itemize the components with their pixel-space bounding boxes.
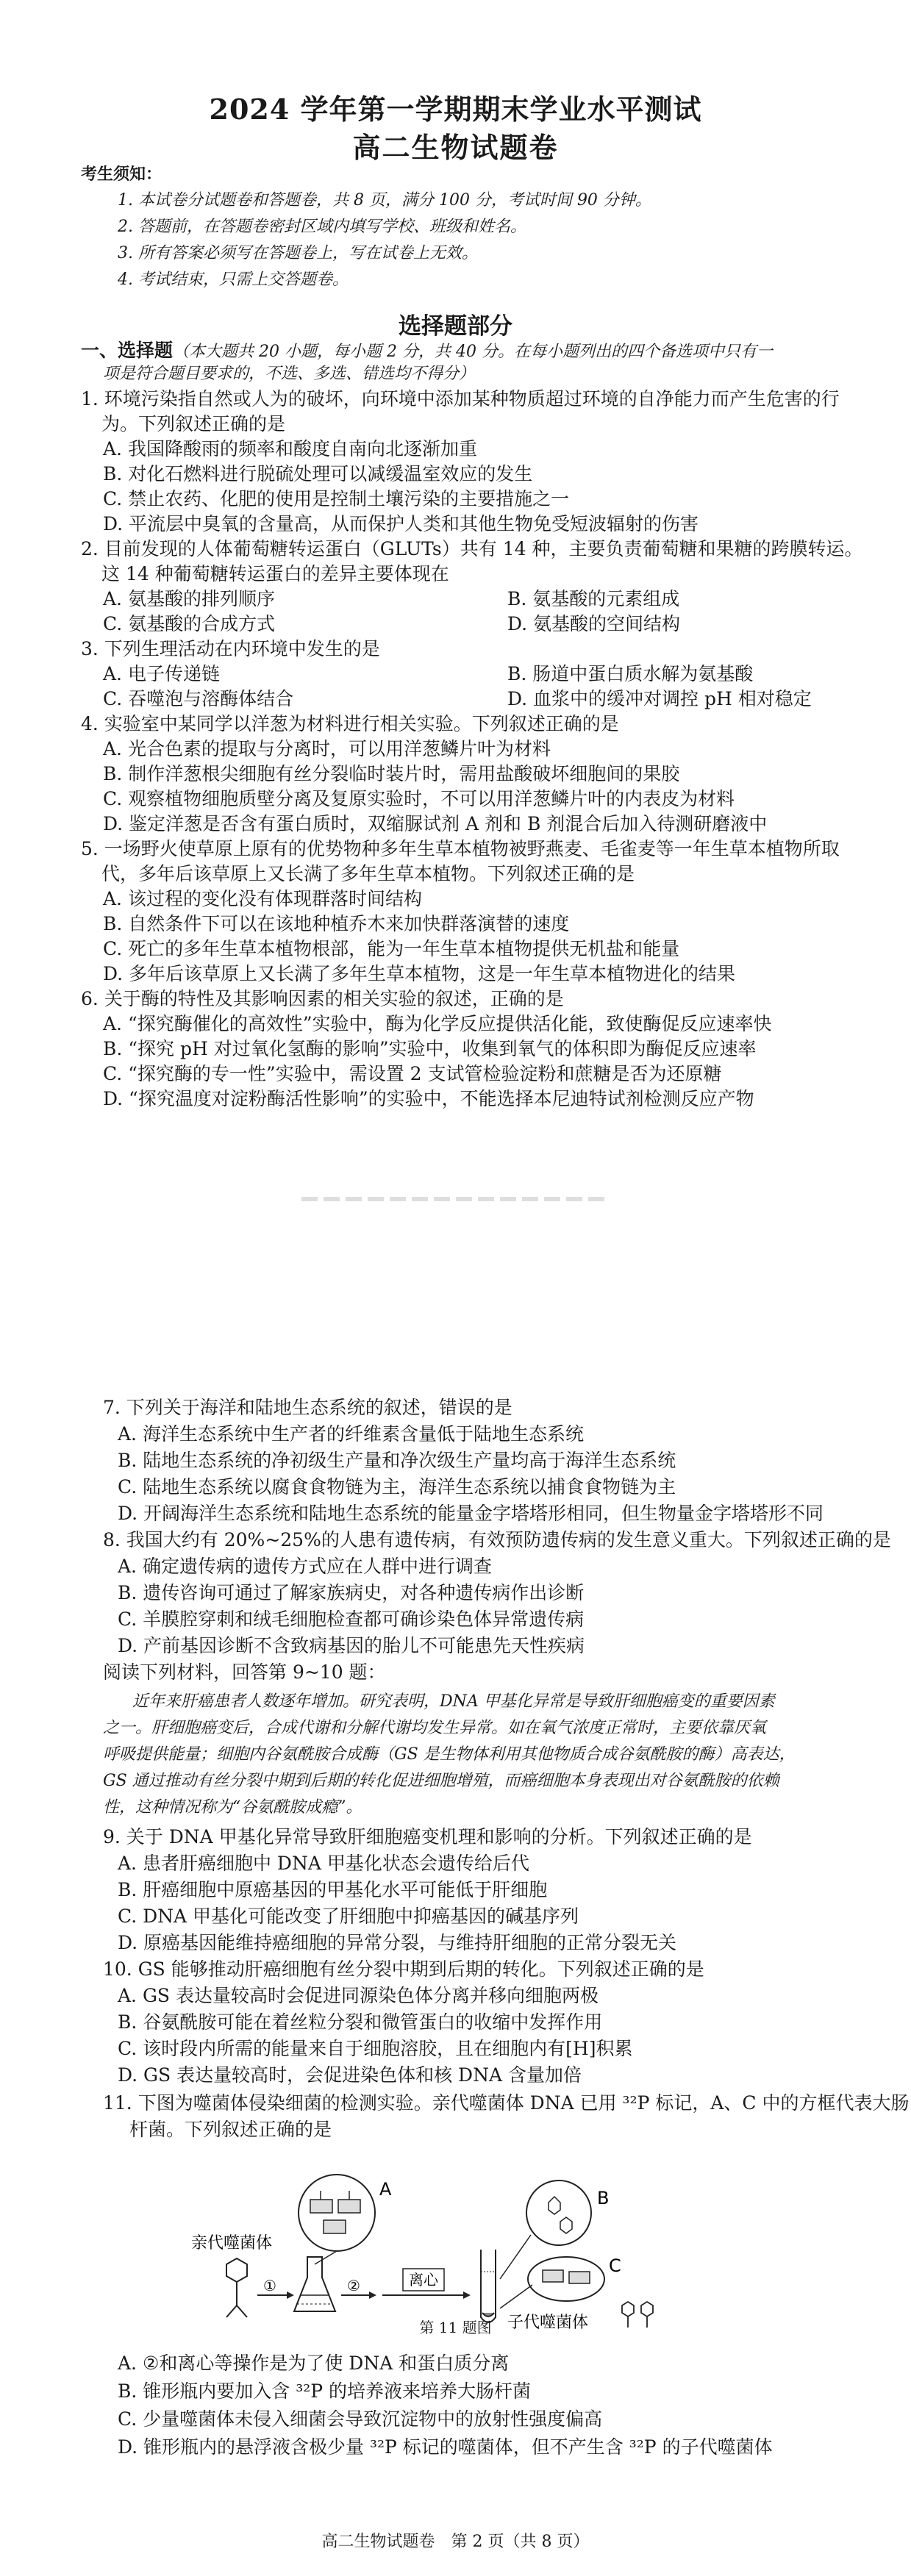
- label-c: C: [609, 2255, 621, 2276]
- option-a: A. 我国降酸雨的频率和酸度自南向北逐渐加重: [103, 438, 477, 459]
- question-stem: 4. 实验室中某同学以洋葱为材料进行相关实验。下列叙述正确的是: [81, 713, 619, 734]
- figure-caption: 第 11 题图: [419, 2319, 492, 2336]
- option-b: B. 肠道中蛋白质水解为氨基酸: [507, 663, 754, 684]
- precipitate-circle-c: [528, 2257, 604, 2301]
- option-d: D. “探究温度对淀粉酶活性影响”的实验中，不能选择本尼迪特试剂检测反应产物: [103, 1088, 754, 1109]
- option-c: C. 氨基酸的合成方式: [103, 613, 276, 634]
- label-b: B: [597, 2188, 610, 2208]
- notice-item: 2. 答题前，在答题卷密封区域内填写学校、班级和姓名。: [118, 218, 526, 236]
- option-c: C. 禁止农药、化肥的使用是控制土壤污染的主要措施之一: [103, 488, 570, 509]
- question-stem: 代，多年后该草原上又长满了多年生草本植物。下列叙述正确的是: [101, 863, 635, 884]
- question-stem: 为。下列叙述正确的是: [101, 413, 286, 434]
- reading-intro: 阅读下列材料，回答第 9~10 题：: [103, 1661, 386, 1683]
- option-a: A. 光合色素的提取与分离时，可以用洋葱鳞片叶为材料: [103, 738, 551, 759]
- supernatant-circle-b: [526, 2180, 591, 2245]
- question-stem: 11. 下图为噬菌体侵染细菌的检测实验。亲代噬菌体 DNA 已用 ³²P 标记，A、C 中的方框代表大肠: [103, 2092, 910, 2114]
- question-stem: 这 14 种葡萄糖转运蛋白的差异主要体现在: [101, 563, 449, 584]
- question-stem: 5. 一场野火使草原上原有的优势物种多年生草本植物被野燕麦、毛雀麦等一年生草本植物所取: [81, 838, 840, 859]
- question-stem: 7. 下列关于海洋和陆地生态系统的叙述，错误的是: [103, 1397, 512, 1418]
- option-c: C. 死亡的多年生草本植物根部，能为一年生草本植物提供无机盐和能量: [103, 938, 680, 959]
- arrow-centrifuge-head: [463, 2291, 471, 2299]
- reading-paragraph: 近年来肝癌患者人数逐年增加。研究表明，DNA 甲基化异常是导致肝细胞癌变的重要因素: [132, 1692, 775, 1711]
- option-b: B. 氨基酸的元素组成: [507, 588, 680, 609]
- reading-paragraph: 之一。肝细胞癌变后，合成代谢和分解代谢均发生异常。如在氧气浓度正常时，主要依靠厌氧: [103, 1719, 767, 1737]
- test-tube-icon: [481, 2250, 496, 2322]
- option-d: D. 开阔海洋生态系统和陆地生态系统的能量金字塔塔形相同，但生物量金字塔塔形不同: [118, 1503, 824, 1524]
- option-d: D. 原癌基因能维持癌细胞的异常分裂，与维持肝细胞的正常分裂无关: [118, 1932, 677, 1953]
- option-c: C. 少量噬菌体未侵入细菌会导致沉淀物中的放射性强度偏高: [118, 2408, 603, 2430]
- question-stem: 9. 关于 DNA 甲基化异常导致肝细胞癌变机理和影响的分析。下列叙述正确的是: [103, 1826, 752, 1847]
- option-a: A. 电子传递链: [103, 663, 220, 684]
- option-b: B. 肝癌细胞中原癌基因的甲基化水平可能低于肝细胞: [118, 1879, 548, 1900]
- centrifuge-label: 离心: [409, 2271, 438, 2289]
- option-c: C. 羊膜腔穿刺和绒毛细胞检查都可确诊染色体异常遗传病: [118, 1609, 585, 1630]
- parent-phage-icon: [226, 2258, 247, 2317]
- option-d: D. 多年后该草原上又长满了多年生草本植物，这是一年生草本植物进化的结果: [103, 963, 736, 984]
- step-two-label: ②: [347, 2277, 360, 2294]
- option-b: B. 锥形瓶内要加入含 ³²P 的培养液来培养大肠杆菌: [118, 2380, 532, 2402]
- arrow-step-one-head: [287, 2291, 294, 2299]
- figure-label-parent-phage: 亲代噬菌体: [191, 2234, 273, 2253]
- section-intro-text: （本大题共 20 小题，每小题 2 分，共 40 分。在每小题列出的四个备选项中只有一: [173, 343, 773, 361]
- section-title: 选择题部分: [399, 313, 512, 340]
- figure-label-child-phage: 子代噬菌体: [507, 2314, 589, 2332]
- question-stem: 6. 关于酶的特性及其影响因素的相关实验的叙述，正确的是: [81, 988, 564, 1009]
- bacteria-circle-a: [299, 2175, 375, 2251]
- option-c: C. 观察植物细胞质壁分离及复原实验时，不可以用洋葱鳞片叶的内表皮为材料: [103, 788, 735, 809]
- option-a: A. ②和离心等操作是为了使 DNA 和蛋白质分离: [118, 2353, 510, 2374]
- option-c: C. 该时段内所需的能量来自于细胞溶胶，且在细胞内有[H]积累: [118, 2038, 633, 2059]
- option-d: D. 血浆中的缓冲对调控 pH 相对稳定: [507, 688, 812, 709]
- label-a: A: [379, 2179, 392, 2200]
- question-stem: 杆菌。下列叙述正确的是: [129, 2119, 332, 2140]
- cut-footer-trace: [301, 1197, 610, 1201]
- option-b: B. 自然条件下可以在该地种植乔木来加快群落演替的速度: [103, 913, 570, 934]
- question-stem: 1. 环境污染指自然或人为的破坏，向环境中添加某种物质超过环境的自净能力而产生危害的行: [81, 388, 840, 409]
- reading-paragraph: 呼吸提供能量；细胞内谷氨酰胺合成酶（GS 是生物体利用其他物质合成谷氨酰胺的酶）高表达，: [103, 1745, 796, 1764]
- notice-heading: 考生须知：: [81, 165, 162, 184]
- option-b: B. 制作洋葱根尖细胞有丝分裂临时装片时，需用盐酸破坏细胞间的果胶: [103, 763, 680, 784]
- option-b: B. “探究 pH 对过氧化氢酶的影响”实验中，收集到氧气的体积即为酶促反应速率: [103, 1038, 757, 1059]
- option-b: B. 谷氨酰胺可能在着丝粒分裂和微管蛋白的收缩中发挥作用: [118, 2011, 603, 2033]
- arrow-step-two-head: [369, 2291, 376, 2299]
- option-d: D. 产前基因诊断不含致病基因的胎儿不可能患先天性疾病: [118, 1635, 585, 1656]
- question-stem: 8. 我国大约有 20%~25%的人患有遗传病，有效预防遗传病的发生意义重大。下列叙述正确的是: [103, 1529, 891, 1550]
- option-d: D. 氨基酸的空间结构: [507, 613, 681, 634]
- option-c: C. DNA 甲基化可能改变了肝细胞中抑癌基因的碱基序列: [118, 1906, 579, 1927]
- option-d: D. 平流层中臭氧的含量高，从而保护人类和其他生物免受短波辐射的伤害: [103, 513, 699, 534]
- conical-flask-icon: [294, 2257, 335, 2311]
- question-stem: 3. 下列生理活动在内环境中发生的是: [81, 638, 380, 659]
- notice-item: 1. 本试卷分试题卷和答题卷，共 8 页，满分 100 分，考试时间 90 分钟。: [118, 191, 651, 210]
- connector-c: [500, 2285, 532, 2308]
- option-b: B. 陆地生态系统的净初级生产量和净次级生产量均高于海洋生态系统: [118, 1450, 676, 1471]
- option-b: B. 对化石燃料进行脱硫处理可以减缓温室效应的发生: [103, 463, 533, 484]
- question-stem: 10. GS 能够推动肝癌细胞有丝分裂中期到后期的转化。下列叙述正确的是: [103, 1958, 704, 1980]
- notice-item: 3. 所有答案必须写在答题卷上，写在试卷上无效。: [118, 244, 478, 262]
- option-d: D. GS 表达量较高时，会促进染色体和核 DNA 含量加倍: [118, 2064, 582, 2086]
- page-footer: 高二生物试题卷 第 2 页（共 8 页）: [321, 2533, 590, 2551]
- connector-b: [500, 2235, 531, 2279]
- exam-title: 2024 学年第一学期期末学业水平测试: [209, 93, 702, 126]
- step-one-label: ①: [263, 2277, 276, 2294]
- option-a: A. 确定遗传病的遗传方式应在人群中进行调查: [118, 1556, 492, 1577]
- option-c: C. 陆地生态系统以腐食食物链为主，海洋生态系统以捕食食物链为主: [118, 1476, 676, 1498]
- section-intro-line2: 项是符合题目要求的，不选、多选、错选均不得分）: [103, 365, 476, 383]
- option-a: A. 患者肝癌细胞中 DNA 甲基化状态会遗传给后代: [118, 1853, 529, 1874]
- reading-paragraph: GS 通过推动有丝分裂中期到后期的转化促进细胞增殖，而癌细胞本身表现出对谷氨酰胺的依赖: [103, 1772, 779, 1790]
- section-intro-bold: 一、选择题: [81, 340, 174, 361]
- option-a: A. 海洋生态系统中生产者的纤维素含量低于陆地生态系统: [118, 1423, 584, 1445]
- section-intro: [81, 340, 773, 363]
- reading-paragraph: 性，这种情况称为“谷氨酰胺成瘾”。: [103, 1798, 362, 1817]
- option-a: A. 该过程的变化没有体现群落时间结构: [103, 888, 422, 909]
- option-d: D. 锥形瓶内的悬浮液含极少量 ³²P 标记的噬菌体，但不产生含 ³²P 的子代噬菌体: [118, 2436, 773, 2458]
- option-c: C. “探究酶的专一性”实验中，需设置 2 支试管检验淀粉和蔗糖是否为还原糖: [103, 1063, 722, 1084]
- page-gap: [0, 1220, 911, 1375]
- option-a: A. 氨基酸的排列顺序: [103, 588, 275, 609]
- page-one: [0, 0, 911, 1220]
- question-stem: 2. 目前发现的人体葡萄糖转运蛋白（GLUTs）共有 14 种，主要负责葡萄糖和果糖的跨膜转运。: [81, 538, 863, 559]
- option-d: D. 鉴定洋葱是否含有蛋白质时，双缩脲试剂 A 剂和 B 剂混合后加入待测研磨液中: [103, 813, 768, 834]
- option-c: C. 吞噬泡与溶酶体结合: [103, 688, 294, 709]
- notice-item: 4. 考试结束，只需上交答题卷。: [118, 271, 349, 289]
- option-a: A. GS 表达量较高时会促进同源染色体分离并移向细胞两极: [118, 1985, 599, 2006]
- option-a: A. “探究酶催化的高效性”实验中，酶为化学反应提供活化能，致使酶促反应速率快: [103, 1013, 772, 1034]
- exam-subtitle: 高二生物试题卷: [352, 131, 559, 164]
- option-b: B. 遗传咨询可通过了解家族病史，对各种遗传病作出诊断: [118, 1582, 585, 1603]
